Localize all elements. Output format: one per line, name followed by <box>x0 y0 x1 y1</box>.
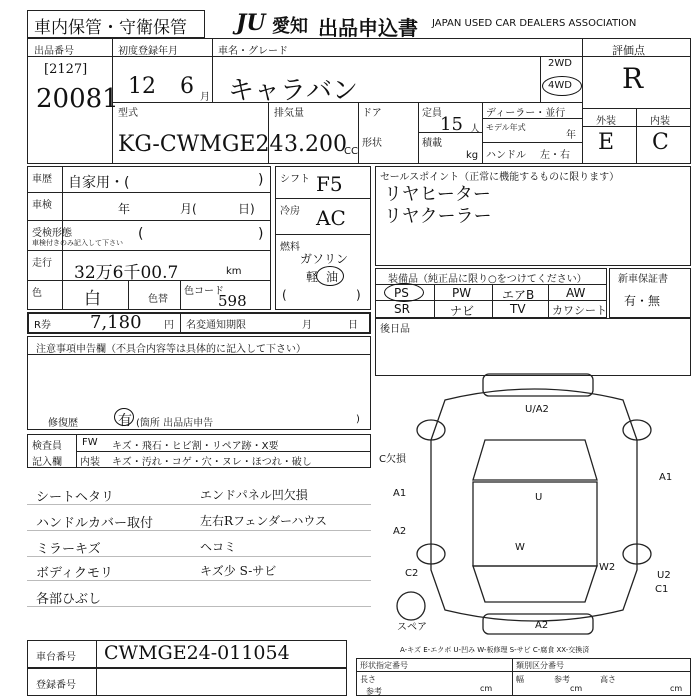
color-code-label: 色コード <box>184 286 224 297</box>
remark-right-4: キズ少 S-サビ <box>200 564 277 578</box>
front-bumper <box>483 374 593 396</box>
car-damage-diagram <box>375 370 691 640</box>
diagram-legend: A-キズ E-エクボ U-凹み W-板修理 S-サビ C-腐食 XX-交換済 <box>400 646 590 654</box>
length-unit: cm <box>480 684 493 693</box>
equip-pw: PW <box>452 286 472 300</box>
equip-leather: カワシート <box>552 304 607 317</box>
remark-2: ハンドルカバー取付 <box>36 516 154 531</box>
inspector-label-2: 記入欄 <box>32 457 62 468</box>
capacity-value: 15 <box>440 114 463 135</box>
wheel-fl <box>417 420 445 440</box>
drive-2wd: 2WD <box>548 58 572 69</box>
tax-day: 日 <box>348 320 358 331</box>
remark-5: 各部ひぶし <box>36 592 102 607</box>
cooler-label: 冷房 <box>280 206 300 217</box>
fuel-value: ガソリン <box>300 252 349 266</box>
mark-c2-left: C2 <box>405 568 419 579</box>
mark-u-center: U <box>535 492 543 503</box>
load-label: 積載 <box>422 138 442 149</box>
windshield <box>473 440 597 480</box>
inspection-year: 年 <box>118 202 131 216</box>
sale-points-label: セールスポイント（正常に機能するものに限ります） <box>380 172 620 183</box>
fw-text: キズ・飛石・ヒビ割・リペア跡・X要 <box>112 441 279 452</box>
color-change-label: 色替 <box>148 294 168 305</box>
first-reg-year: 12 <box>128 74 156 99</box>
mark-top: U/A2 <box>525 404 549 415</box>
car-name-value: キャラバン <box>228 76 359 106</box>
chassis-value: CWMGE24-011054 <box>104 642 290 664</box>
in-text: キズ・汚れ・コゲ・穴・ヌレ・ほつれ・破し <box>112 457 312 468</box>
car-name-label: 車名・グレード <box>218 46 288 57</box>
mark-a2-bottom: A2 <box>535 620 549 631</box>
remark-right-2: 左右Rフェンダーハウス <box>200 514 327 528</box>
r-ticket-unit: 円 <box>164 320 174 331</box>
height-unit: cm <box>670 684 683 693</box>
sale-points-line2: リヤクーラー <box>384 206 492 227</box>
inspection-day: 日) <box>238 202 255 216</box>
model-year-unit: 年 <box>566 130 576 141</box>
rear-window <box>473 566 597 602</box>
color-code-value: 598 <box>218 292 247 310</box>
chassis-label: 車台番号 <box>36 652 76 663</box>
shift-value: F5 <box>316 172 343 196</box>
fuel-label: 燃料 <box>280 242 300 253</box>
inspection-month: 月( <box>180 202 197 216</box>
ref2-label: 参考 <box>554 675 570 684</box>
r-ticket-value: 7,180 <box>90 312 142 333</box>
form-title: 出品申込書 <box>318 16 418 40</box>
displacement-value: 3.200 <box>284 132 347 157</box>
inspector-label-1: 検査員 <box>32 441 62 452</box>
width-label: 幅 <box>516 675 524 684</box>
fuel-close: ) <box>356 288 361 302</box>
model-label: 型式 <box>118 108 138 119</box>
drive-4wd-circle <box>542 76 582 96</box>
color-label: 色 <box>32 288 42 299</box>
rating-label: 評価点 <box>612 44 645 57</box>
mark-w2: W2 <box>599 562 616 573</box>
length-label: 長さ <box>360 675 376 684</box>
width-unit: cm <box>570 684 583 693</box>
model-value: KG-CWMGE24 <box>118 132 284 157</box>
warranty-label: 新車保証書 <box>618 274 668 285</box>
handle-value: 左・右 <box>540 150 570 161</box>
door-label: ドア <box>362 108 382 119</box>
lot-label: 出品番号 <box>34 46 74 57</box>
first-reg-label: 初度登録年月 <box>118 46 178 57</box>
displacement-label: 排気量 <box>274 108 304 119</box>
warranty-value: 有・無 <box>624 294 661 308</box>
equip-navi: ナビ <box>450 304 475 318</box>
mark-a1-left: A1 <box>393 488 407 499</box>
interior-value: C <box>652 130 669 155</box>
mark-u2: U2 <box>657 570 671 581</box>
equip-tv: TV <box>510 302 526 316</box>
equipment-label: 装備品（純正品に限り○をつけてください） <box>388 274 587 285</box>
storage-label: 車内保管・守衛保管 <box>34 18 187 38</box>
first-reg-month: 6 <box>180 74 194 99</box>
repair-circle <box>114 408 134 426</box>
org-name: 愛知 <box>272 16 308 37</box>
tax-month: 月 <box>302 320 312 331</box>
tax-label: 名変通知期限 <box>186 320 246 331</box>
inspection-label: 車検 <box>32 200 52 211</box>
exterior-label: 外装 <box>596 116 616 127</box>
after-items-block <box>375 318 691 376</box>
cooler-value: AC <box>316 206 346 230</box>
mileage-unit: km <box>226 266 242 277</box>
mark-spare: スペア <box>397 622 427 633</box>
mark-a2-left: A2 <box>393 526 407 537</box>
drive-4wd: 4WD <box>548 80 572 91</box>
repair-label: 修復歴 <box>48 418 78 429</box>
history-value: 自家用・( <box>68 175 130 191</box>
mileage-value: 32万6千00.7 <box>74 263 179 283</box>
dealer-label: ディーラー・並行 <box>486 108 566 119</box>
association-name: JAPAN USED CAR DEALERS ASSOCIATION <box>432 18 637 29</box>
exterior-value: E <box>598 130 615 155</box>
displacement-unit: CC <box>344 146 358 157</box>
mark-a1-right: A1 <box>659 472 673 483</box>
equip-aw: AW <box>566 286 586 300</box>
remark-3: ミラーキズ <box>36 542 101 557</box>
fuel-sub: 軽 <box>306 270 319 284</box>
equip-sr: SR <box>394 302 410 316</box>
ju-logo: JU <box>236 10 266 36</box>
wheel-fr <box>623 420 651 440</box>
mark-c-left: C欠損 <box>379 454 406 465</box>
acceptance-close: ) <box>258 226 264 242</box>
color-value: 白 <box>84 289 101 309</box>
remark-4: ボディクモリ <box>36 566 113 581</box>
mileage-label: 走行 <box>32 258 52 269</box>
remark-1: シートヘタリ <box>36 490 115 505</box>
rating-value: R <box>622 62 644 95</box>
repair-value: 有 <box>118 413 132 429</box>
in-label: 内装 <box>80 457 100 468</box>
after-items-label: 後日品 <box>380 324 410 335</box>
shape-no-label: 形状指定番号 <box>360 661 408 670</box>
notes-label: 注意事項申告欄（不具合内容等は具体的に記入して下さい） <box>36 344 306 355</box>
remark-right-1: エンドパネル凹欠損 <box>200 488 308 502</box>
spare-tire <box>397 592 425 620</box>
capacity-label: 定員 <box>422 108 442 119</box>
capacity-unit: 人 <box>470 124 480 135</box>
history-close: ) <box>258 172 264 188</box>
equip-ps: PS <box>394 286 409 300</box>
lot-number: 20081 <box>36 84 119 114</box>
repair-close: ) <box>356 414 360 425</box>
load-unit: kg <box>466 150 479 161</box>
shift-label: シフト <box>280 174 310 185</box>
equip-ps-circle <box>384 283 424 302</box>
fw-label: FW <box>82 437 98 448</box>
shape-label: 形状 <box>362 138 382 149</box>
history-label: 車歴 <box>32 174 52 185</box>
handle-label: ハンドル <box>486 150 526 161</box>
class-no-label: 類別区分番号 <box>516 661 564 670</box>
repair-text: (箇所 出品店申告 <box>136 418 214 429</box>
acceptance-open: ( <box>138 226 144 242</box>
registration-label: 登録番号 <box>36 680 76 691</box>
acceptance-label: 受検形態 <box>32 228 72 239</box>
ref1-label: 参考 <box>366 687 382 696</box>
fuel-open: ( <box>282 288 287 302</box>
remark-right-3: ヘコミ <box>200 540 237 554</box>
sale-points-line1: リヤヒーター <box>384 184 491 205</box>
car-body-outline <box>431 389 637 621</box>
acceptance-note: 車検付きのみ記入して下さい <box>32 239 123 247</box>
r-ticket-label: R券 <box>34 320 51 331</box>
lot-code: [2127] <box>44 62 88 77</box>
mark-w-mid: W <box>515 542 525 553</box>
fuel-circled: 油 <box>326 270 339 284</box>
fuel-circle <box>316 266 344 286</box>
mark-c1-right: C1 <box>655 584 669 595</box>
height-label: 高さ <box>600 675 616 684</box>
interior-label: 内装 <box>650 116 670 127</box>
first-reg-month-unit: 月 <box>200 92 210 103</box>
equip-airbag: エアB <box>502 288 535 302</box>
model-year-label: モデル年式 <box>486 123 526 132</box>
